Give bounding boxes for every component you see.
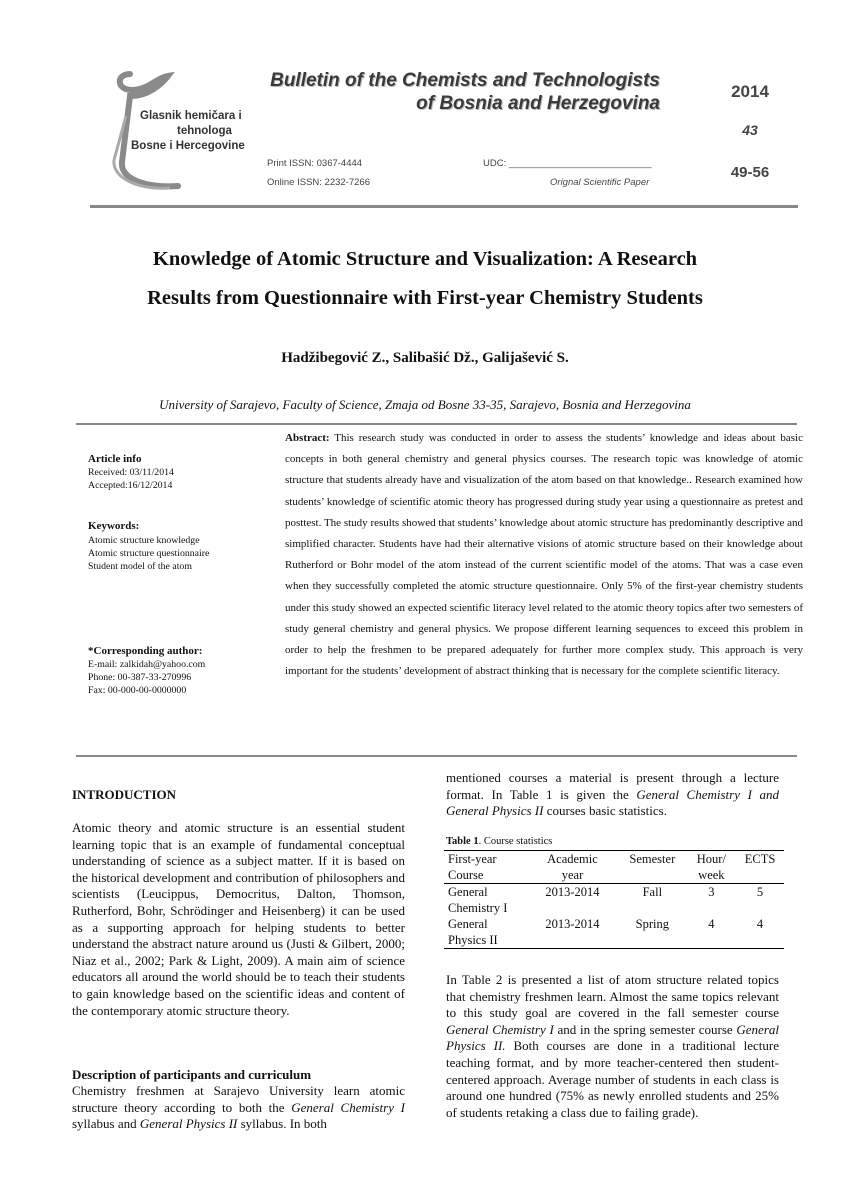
paper-title-line1: Knowledge of Atomic Structure and Visualization: A Research — [152, 248, 698, 270]
corresponding-fax: Fax: 00-000-00-0000000 — [88, 685, 187, 696]
right-p2-mid: and in the spring semester course — [553, 1021, 737, 1037]
course-general-chemistry: General Chemistry I — [291, 1099, 405, 1115]
abstract — [285, 428, 803, 682]
table-cell-hours: 4 — [687, 916, 736, 949]
table1-caption-text: . Course statistics — [478, 836, 553, 847]
table-cell-semester: Spring — [618, 916, 687, 949]
udc-field: UDC: ___________________________ — [483, 158, 652, 169]
participants-heading: Description of participants and curriculum — [72, 1067, 312, 1082]
info-bottom-rule — [76, 755, 797, 757]
right-paragraph-2 — [446, 972, 779, 1121]
table1-caption — [446, 836, 552, 847]
paper-type: Orignal Scientific Paper — [550, 177, 650, 188]
journal-volume: 43 — [742, 122, 758, 138]
table-cell-ects: 4 — [736, 916, 784, 949]
journal-title-line2: of Bosnia and Herzegovina — [416, 93, 660, 114]
table-row — [444, 916, 784, 949]
affiliation: University of Sarajevo, Faculty of Science, Zmaja od Bosne 33-35, Sarajevo, Bosnia and Herzegovina — [159, 397, 691, 412]
course-statistics-table — [444, 850, 784, 949]
corresponding-email: E-mail: zalkidah@yahoo.com — [88, 659, 206, 670]
abstract-label: Abstract: — [285, 432, 330, 444]
article-info-heading: Article info — [88, 453, 142, 465]
table-header-row — [444, 851, 784, 884]
table-cell-course: General Chemistry I — [448, 885, 508, 915]
accepted-date: Accepted:16/12/2014 — [88, 480, 173, 491]
participants-paragraph — [72, 1083, 405, 1133]
header-rule — [90, 205, 798, 208]
corresponding-phone: Phone: 00-387-33-270996 — [88, 672, 192, 683]
print-issn: Print ISSN: 0367-4444 — [267, 158, 363, 169]
authors: Hadžibegović Z., Salibašić Dž., Galijašević S. — [281, 350, 569, 366]
keyword-item: Atomic structure questionnaire — [88, 548, 210, 559]
logo-text-line3: Bosne i Hercegovine — [131, 140, 245, 152]
table-header-year: Academic year — [527, 851, 618, 884]
intro-heading: INTRODUCTION — [72, 787, 177, 802]
course-general-physics: General Physics II — [139, 1116, 238, 1132]
table-cell-year: 2013-2014 — [545, 885, 600, 899]
right-p1-start: mentioned courses a material is present through a lecture format. In Table 1 is given the — [446, 770, 779, 802]
logo-text-line2: tehnologa — [177, 125, 232, 137]
keyword-item: Atomic structure knowledge — [88, 535, 200, 546]
paper-title-line2: Results from Questionnaire with First-year Chemistry Students — [147, 287, 703, 309]
participants-text-end: syllabus. In both — [237, 1116, 327, 1132]
online-issn: Online ISSN: 2232-7266 — [267, 177, 370, 188]
table-row — [444, 884, 784, 917]
right-p2-start: In Table 2 is presented a list of atom structure related topics that chemistry freshmen learn. Almost the same topics relevant to this study goal are covered in the fall semester course — [446, 972, 779, 1021]
right-p2-course1: General Chemistry I — [446, 1021, 554, 1037]
received-date: Received: 03/11/2014 — [88, 467, 174, 478]
table-header-ects: ECTS — [736, 851, 784, 884]
table1-caption-label: Table 1 — [446, 836, 479, 847]
table-header-hours: Hour/ week — [687, 851, 736, 884]
table-cell-year: 2013-2014 — [527, 916, 618, 949]
keyword-item: Student model of the atom — [88, 561, 192, 572]
journal-title-line1: Bulletin of the Chemists and Technologists — [270, 70, 660, 91]
table-header-semester: Semester — [618, 851, 687, 884]
table-cell-semester: Fall — [642, 885, 663, 899]
table-cell-hours: 3 — [708, 885, 715, 899]
right-p2-course2: General Physics II. — [446, 1021, 779, 1054]
logo-text-line1: Glasnik hemičara i — [140, 110, 242, 122]
info-top-rule — [76, 423, 797, 425]
journal-pages: 49-56 — [730, 164, 770, 181]
intro-paragraph: Atomic theory and atomic structure is an essential student learning topic that is an example of fundamental conceptual understanding of science as a subject matter. If it is based on the historical development and contribution of philosophers and scientists (Leucippus, Democritus, Dalton, Thomson, Rutherford, Bohr, Schrödinger and Heisenberg) it can be used as a supporting approach for helping students to better understand the abstract nature around us (Justi & Gilbert, 2000; Niaz et al., 2002; Park & Light, 2009). A main aim of science educators all around the world should be to teach their students to gain knowledge based on the scientific ideas and content of the contemporary atomic structure theory. — [72, 820, 405, 1018]
right-p1-end: courses basic statistics. — [543, 803, 667, 819]
table-cell-ects: 5 — [756, 885, 764, 899]
right-p1-courses: General Chemistry I and General Physics II — [446, 786, 779, 819]
journal-year: 2014 — [731, 82, 769, 101]
corresponding-heading: *Corresponding author: — [88, 645, 203, 657]
abstract-text: This research study was conducted in order to assess the students’ knowledge and ideas about basic concepts in both general chemistry and general physics courses. The research topic was knowledge of atomic structure that students already have and visualization of the atom based on that knowledge.. Research examined how students’ knowledge of scientific atomic theory has progressed during study year using a questionnaire as pretest and posttest. The study results showed that students’ knowledge about atomic structure has predominantly descriptive and simplified character. Students have had their alternative visions of atomic structure based on their knowledge about Rutherford or Bohr model of the atom instead of the current scientific model of the atoms. That was a case even when they successfully completed the atomic structure questionnaire. Only 5% of the first-year chemistry students under this study showed an expected scientific literacy level related to the atomic theory topics after two semesters of study general chemistry and general physics. We propose different learning sequences to exceed this problem in order to help the freshmen to be prepared adequately for further more complex study. This approach is very important for the students’ development of abstract thinking that is necessary for the complete scientific literacy. — [285, 432, 803, 678]
right-p2-end: Both courses are done in a traditional lecture teaching format, and by more teacher-centered then student-centered approach. Average number of students in each class is around one hundred (75% as newly enrolled students and 25% of students retaking a class due to failing grade). — [446, 1038, 779, 1120]
participants-text-mid: syllabus and — [72, 1116, 140, 1132]
table-header-course: First-year Course — [444, 851, 527, 884]
keywords-heading: Keywords: — [88, 520, 140, 532]
table-cell-course: General Physics II — [444, 916, 527, 949]
right-paragraph-1 — [446, 770, 779, 820]
participants-text-start: Chemistry freshmen at Sarajevo University learn atomic structure theory according to both the — [72, 1083, 405, 1115]
